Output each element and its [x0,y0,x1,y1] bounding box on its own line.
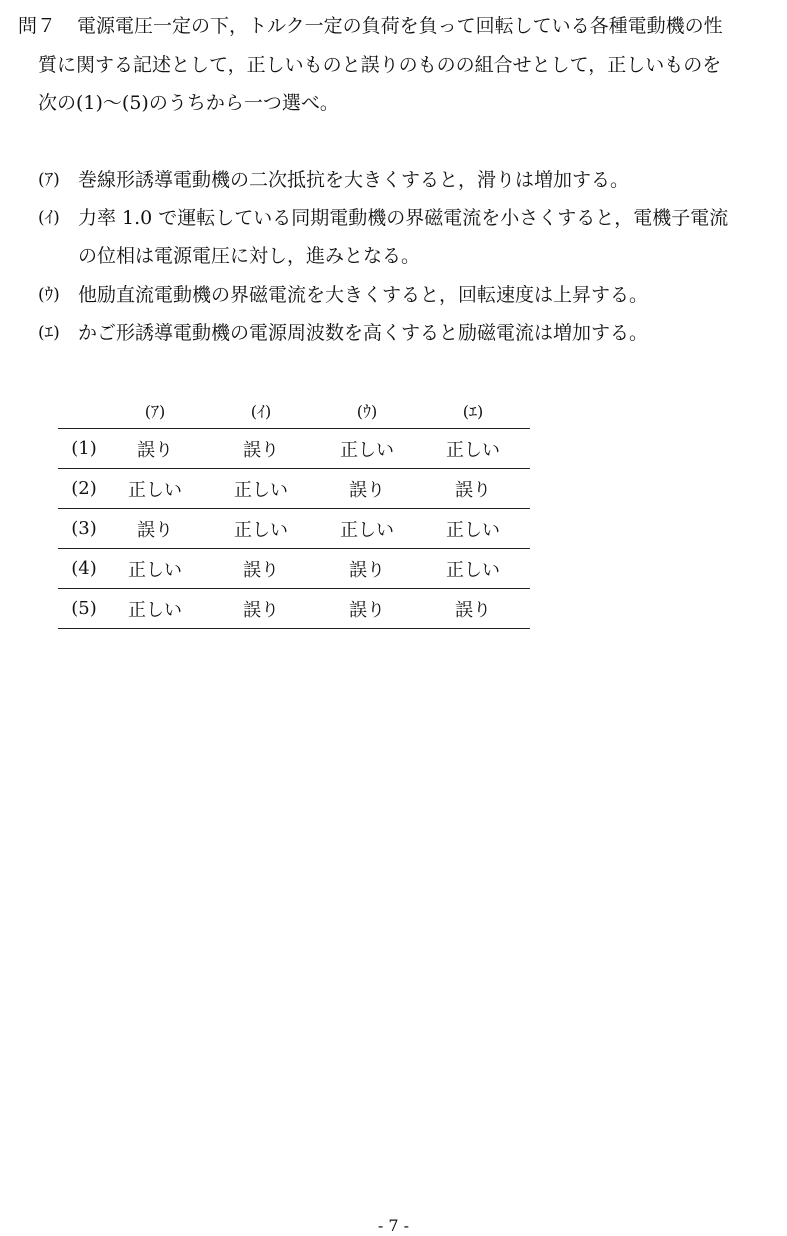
table-header-d: (ｴ) [462,401,484,421]
choice-label: (5) [71,598,97,619]
table-cell: 正しい [234,479,288,501]
table-cell: 正しい [340,439,394,461]
table-cell: 誤り [243,439,279,461]
table-cell: 誤り [349,559,385,581]
table-cell: 正しい [128,559,182,581]
question-text-line-1: 電源電圧一定の下，トルク一定の負荷を負って回転している各種電動機の性 [77,15,723,37]
choice-label: (3) [71,518,97,539]
question-number: 問７ [18,15,57,37]
table-cell: 正しい [128,599,182,621]
choice-label: (4) [71,558,97,579]
statement-a-label: (ｱ) [38,170,60,190]
table-cell: 誤り [243,559,279,581]
table-header-a: (ｱ) [144,401,166,421]
table-cell: 誤り [137,519,173,541]
table-cell: 誤り [455,599,491,621]
answer-table [58,392,530,629]
table-header-row [58,392,530,428]
table-header-b: (ｲ) [250,401,272,421]
question-text-line-2: 質に関する記述として，正しいものと誤りのものの組合せとして，正しいものを [38,54,722,76]
statement-d-text: かご形誘導電動機の電源周波数を高くすると励磁電流は増加する。 [78,322,649,344]
table-row [58,588,530,629]
table-cell: 誤り [243,599,279,621]
table-cell: 正しい [234,519,288,541]
table-cell: 正しい [128,479,182,501]
table-row [58,468,530,508]
table-cell: 正しい [446,519,500,541]
statement-b-text-line-2: の位相は電源電圧に対し，進みとなる。 [78,245,421,267]
choice-label: (2) [71,478,97,499]
question-text-line-3: 次の(1)～(5)のうちから一つ選べ。 [38,92,339,114]
statement-b-label: (ｲ) [38,208,60,228]
statement-b-text-line-1: 力率 1.0 で運転している同期電動機の界磁電流を小さくすると，電機子電流 [78,207,729,229]
statement-c-text: 他励直流電動機の界磁電流を大きくすると，回転速度は上昇する。 [78,284,649,306]
table-header-c: (ｳ) [356,401,378,421]
table-cell: 誤り [349,479,385,501]
statement-a-text: 巻線形誘導電動機の二次抵抗を大きくすると，滑りは増加する。 [78,169,630,191]
table-cell: 誤り [137,439,173,461]
table-cell: 正しい [446,559,500,581]
statement-c-label: (ｳ) [38,285,60,305]
table-row [58,428,530,468]
table-row [58,508,530,548]
table-cell: 誤り [455,479,491,501]
statement-d-label: (ｴ) [38,323,60,343]
choice-label: (1) [71,438,97,459]
table-cell: 正しい [446,439,500,461]
table-cell: 正しい [340,519,394,541]
page-number: - 7 - [377,1216,410,1235]
table-row [58,548,530,588]
table-cell: 誤り [349,599,385,621]
